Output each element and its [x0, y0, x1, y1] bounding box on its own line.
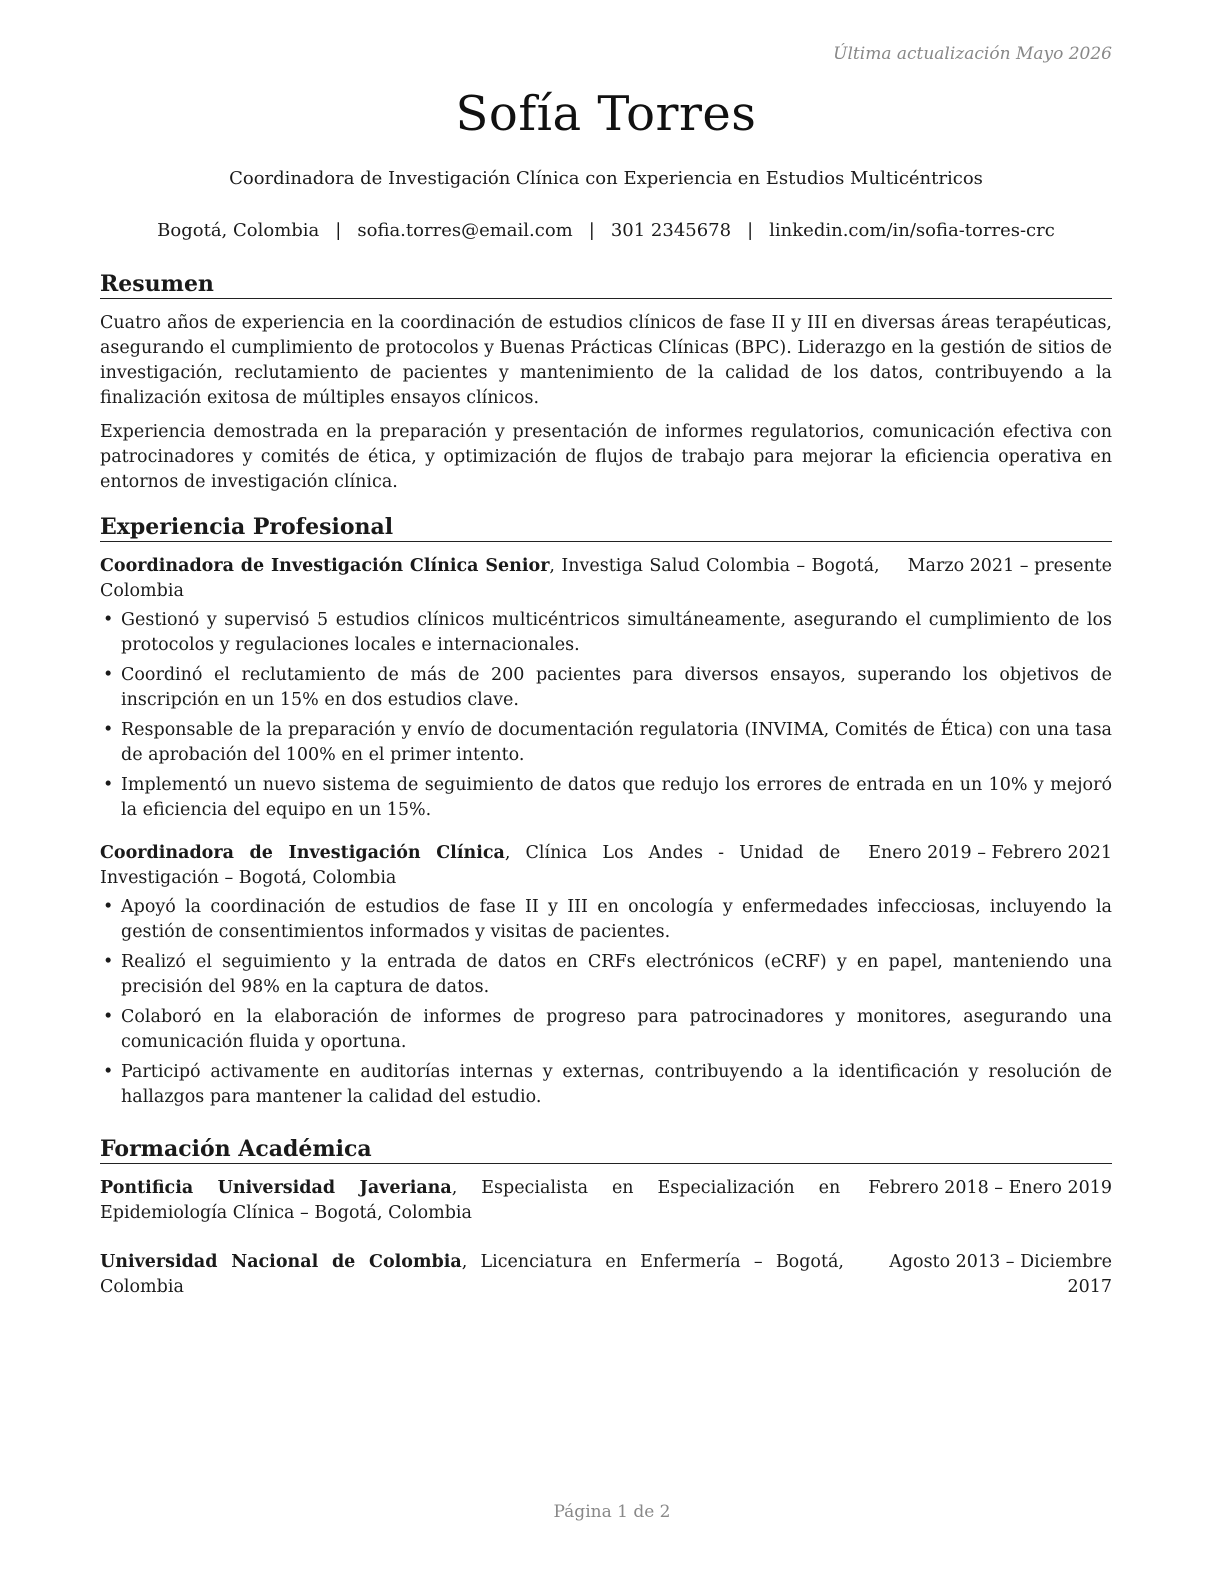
last-updated: Última actualización Mayo 2026: [833, 44, 1112, 64]
bullet-icon: •: [103, 610, 114, 630]
bullet-text: Responsable de la preparación y envío de documentación regulatoria (INVIMA, Comités de Ética) con una tasa de aprobación del 100% en el primer intento.: [121, 720, 1112, 765]
job-bullets: [100, 895, 1112, 1110]
bullet-text: Participó activamente en auditorías internas y externas, contribuyendo a la identificación y resolución de hallazgos para mantener la calidad del estudio.: [121, 1062, 1112, 1107]
education-school: Universidad Nacional de Colombia: [100, 1252, 462, 1272]
education-heading: [100, 1250, 844, 1300]
list-item: [100, 608, 1112, 658]
job-organization: , Clínica Los Andes - Unidad de Investigación – Bogotá, Colombia: [100, 843, 841, 888]
bullet-icon: •: [103, 665, 114, 685]
page-number: Página 1 de 2: [553, 1502, 671, 1522]
list-item: [100, 773, 1112, 823]
bullet-text: Implementó un nuevo sistema de seguimiento de datos que redujo los errores de entrada en un 10% y mejoró la eficiencia del equipo en un 15%.: [121, 775, 1112, 820]
list-item: [100, 1060, 1112, 1110]
section-title-education: Formación Académica: [100, 1136, 1112, 1164]
job-organization: , Investiga Salud Colombia – Bogotá, Colombia: [100, 556, 880, 601]
education-school: Pontificia Universidad Javeriana: [100, 1178, 452, 1198]
education-section: [100, 1136, 1112, 1300]
bullet-icon: •: [103, 720, 114, 740]
list-item: [100, 950, 1112, 1000]
summary-paragraph: Cuatro años de experiencia en la coordinación de estudios clínicos de fase II y III en diversas áreas terapéuticas, asegurando el cumplimiento de protocolos y Buenas Prácticas Clínicas (BPC). Liderazgo en la gestión de sitios de investigación, reclutamiento de pacientes y mantenimiento de la calidad de los datos, contribuyendo a la finalización exitosa de múltiples ensayos clínicos.: [100, 313, 1112, 408]
job-dates: Marzo 2021 – presente: [907, 556, 1112, 576]
bullet-icon: •: [103, 1062, 114, 1082]
section-title-summary: Resumen: [100, 271, 1112, 299]
job-entry: [100, 841, 1112, 1110]
job-role: Coordinadora de Investigación Clínica Senior: [100, 556, 550, 576]
bullet-icon: •: [103, 897, 114, 917]
list-item: [100, 895, 1112, 945]
list-item: [100, 663, 1112, 713]
bullet-icon: •: [103, 1007, 114, 1027]
education-entry: [100, 1250, 1112, 1300]
job-bullets: [100, 608, 1112, 823]
bullet-icon: •: [103, 952, 114, 972]
summary-section: [100, 271, 1112, 504]
experience-section: [100, 514, 1112, 1115]
education-entry: [100, 1176, 1112, 1226]
job-heading: [100, 841, 840, 891]
bullet-text: Realizó el seguimiento y la entrada de datos en CRFs electrónicos (eCRF) y en papel, manteniendo una precisión del 98% en la captura de datos.: [121, 952, 1112, 997]
contact-line: [100, 220, 1112, 241]
education-degree: , Especialista en Especialización en Epidemiología Clínica – Bogotá, Colombia: [100, 1178, 841, 1223]
bullet-text: Gestionó y supervisó 5 estudios clínicos multicéntricos simultáneamente, asegurando el cumplimiento de los protocolos y regulaciones locales e internacionales.: [121, 610, 1112, 655]
contact-separator: |: [335, 220, 342, 241]
headline: Coordinadora de Investigación Clínica con Experiencia en Estudios Multicéntricos: [229, 168, 983, 189]
contact-linkedin[interactable]: linkedin.com/in/sofia-torres-crc: [769, 220, 1055, 241]
bullet-text: Apoyó la coordinación de estudios de fase II y III en oncología y enfermedades infecciosas, incluyendo la gestión de consentimientos informados y visitas de pacientes.: [121, 897, 1112, 942]
candidate-name: Sofía Torres: [455, 86, 757, 142]
list-item: [100, 1005, 1112, 1055]
bullet-text: Colaboró en la elaboración de informes de progreso para patrocinadores y monitores, asegurando una comunicación fluida y oportuna.: [121, 1007, 1112, 1052]
education-dates: Febrero 2018 – Enero 2019: [868, 1178, 1112, 1198]
job-heading: [100, 554, 880, 604]
contact-separator: |: [747, 220, 754, 241]
list-item: [100, 718, 1112, 768]
job-entry: [100, 554, 1112, 823]
contact-email[interactable]: sofia.torres@email.com: [357, 220, 573, 241]
contact-location: Bogotá, Colombia: [157, 220, 320, 241]
contact-phone: 301 2345678: [610, 220, 732, 241]
job-role: Coordinadora de Investigación Clínica: [100, 843, 505, 863]
bullet-text: Coordinó el reclutamiento de más de 200 pacientes para diversos ensayos, superando los objetivos de inscripción en un 15% en dos estudios clave.: [121, 665, 1112, 710]
education-degree: , Licenciatura en Enfermería – Bogotá, Colombia: [100, 1252, 844, 1297]
bullet-icon: •: [103, 775, 114, 795]
summary-paragraph: Experiencia demostrada en la preparación y presentación de informes regulatorios, comunicación efectiva con patrocinadores y comités de ética, y optimización de flujos de trabajo para mejorar la eficiencia operativa en entornos de investigación clínica.: [100, 422, 1112, 492]
education-dates: Agosto 2013 – Diciembre 2017: [889, 1252, 1112, 1297]
section-title-experience: Experiencia Profesional: [100, 514, 1112, 542]
education-heading: [100, 1176, 840, 1226]
job-dates: Enero 2019 – Febrero 2021: [868, 843, 1112, 863]
contact-separator: |: [588, 220, 595, 241]
